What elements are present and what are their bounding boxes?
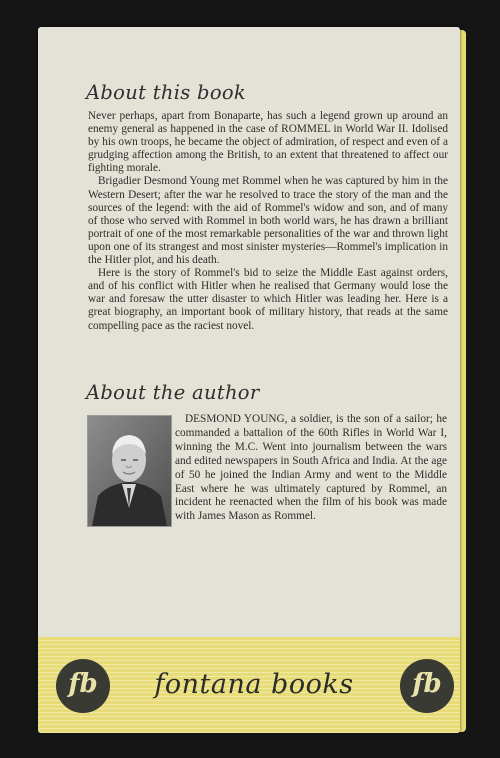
author-portrait-image: [88, 416, 171, 526]
about-author-heading: About the author: [86, 381, 260, 404]
fontana-logo-left: fb: [56, 659, 110, 713]
about-book-paragraph-1: Never perhaps, apart from Bonaparte, has such a legend grown up around an enemy general as happened in the case of ROMMEL in World War II. Idolised by his own troops, he became the object of admiration, of respect and even of a grudging affection among the British, to an extent that threatened to affect our fighting morale.: [88, 110, 448, 175]
about-book-heading: About this book: [86, 81, 247, 104]
author-photo: [87, 415, 172, 527]
about-book-text: [88, 110, 448, 333]
author-bio: DESMOND YOUNG, a soldier, is the son of a sailor; he commanded a battalion of the 60th Rifles in World War I, winning the M.C. Went into journalism between the wars and edited newspapers in South Africa and India. At the age of 50 he joined the Indian Army and went to the Middle East where he was ultimately captured by Rommel, an incident he reenacted when the film of his book was made with James Mason as Rommel.: [175, 413, 447, 523]
about-book-paragraph-3: Here is the story of Rommel's bid to seize the Middle East against orders, and of his conflict with Hitler when he realised that Germany would lose the war and foresaw the utter disaster to which Hitler was leading her. Here is a great biography, an important book of military history, that reads at the same compelling pace as the raciest novel.: [88, 267, 448, 332]
publisher-name: fontana books: [154, 669, 354, 700]
about-book-paragraph-2: Brigadier Desmond Young met Rommel when he was captured by him in the Western Desert; after the war he resolved to trace the story of the man and the sources of the legend: with the aid of Rommel's widow and son, and of many of those who served with Rommel in both world wars, he has drawn a brilliant portrait of one of the most remarkable personalities of the war and thrown light upon one of its strangest and most sinister mysteries—Rommel's implication in the Hitler plot, and his death.: [88, 175, 448, 267]
fontana-logo-right: fb: [400, 659, 454, 713]
book-back-cover: [38, 27, 460, 733]
about-author-text: [175, 413, 447, 524]
